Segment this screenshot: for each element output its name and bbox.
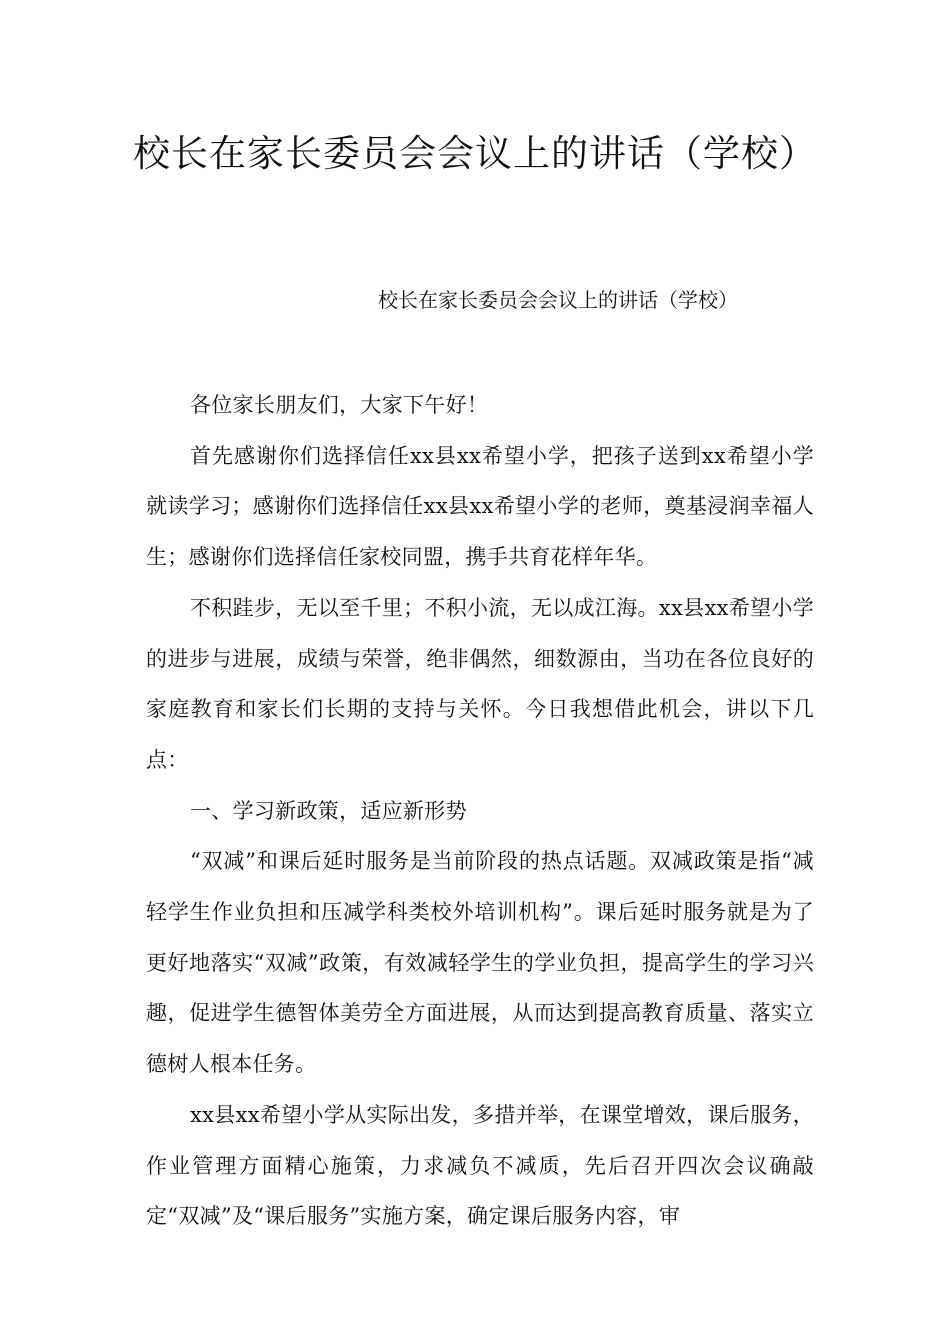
paragraph-progress: 不积跬步，无以至千里；不积小流，无以成江海。xx县xx希望小学的进步与进展，成绩与荣誉，绝非偶然，细数源由，当功在各位良好的家庭教育和家长们长期的支持与关怀。今日我想借此机会，讲以下几点： [146,595,814,772]
paragraph-school-measures: xx县xx希望小学从实际出发，多措并举，在课堂增效，课后服务，作业管理方面精心施策，力求减负不减质，先后召开四次会议确敲定“双减”及“课后服务”实施方案，确定课后服务内容，审 [146,1102,814,1229]
paragraph-greeting: 各位家长朋友们，大家下午好！ [190,393,489,417]
section-heading: 一、学习新政策，适应新形势 [190,798,467,823]
paragraph-double-reduction: “双减”和课后延时服务是当前阶段的热点话题。双减政策是指“减轻学生作业负担和压减学科类校外培训机构”。课后延时服务就是为了更好地落实“双减”政策，有效减轻学生的学业负担，提高学生的学习兴趣，促进学生德智体美劳全方面进展，从而达到提高教育质量、落实立德树人根本任务。 [146,849,814,1077]
document-body [146,380,814,1242]
document-title: 校长在家长委员会会议上的讲话（学校） [133,132,817,175]
document-subtitle: 校长在家长委员会会议上的讲话（学校） [378,288,738,312]
paragraph-thanks: 首先感谢你们选择信任xx县xx希望小学，把孩子送到xx希望小学就读学习；感谢你们选择信任xx县xx希望小学的老师，奠基浸润幸福人生；感谢你们选择信任家校同盟，携手共育花样年华。 [146,443,814,570]
